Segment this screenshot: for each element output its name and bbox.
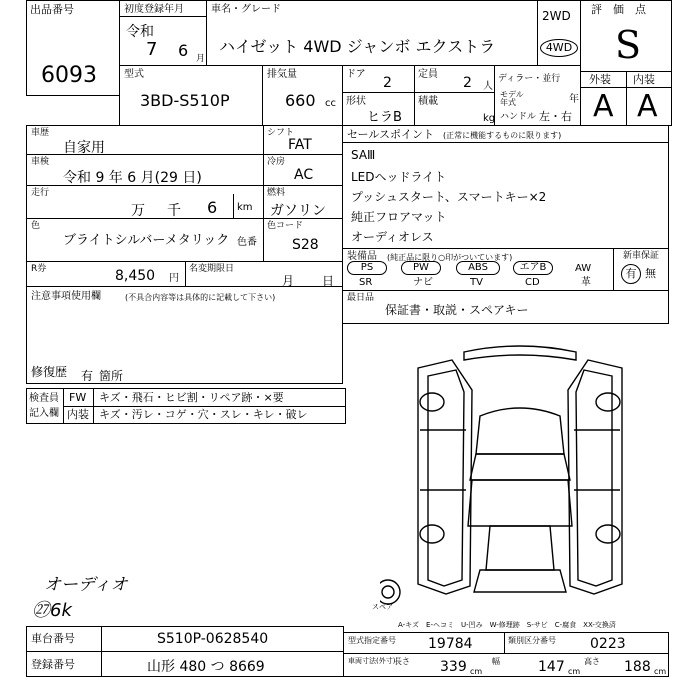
color-label: 色	[31, 221, 41, 231]
cargo-bed	[486, 526, 554, 570]
model-value: 3BD-S510P	[140, 91, 230, 110]
handwritten-line2: ㉗6k	[32, 600, 72, 621]
warranty-yes-circled: 有	[621, 264, 641, 284]
dimensions-cell	[343, 653, 669, 677]
grade-score: S	[615, 23, 642, 67]
warranty-no: 無	[645, 267, 656, 280]
equip-tv: TV	[470, 277, 483, 288]
dealer-label: ディラー・並行	[498, 74, 561, 84]
equip-pw: PW	[401, 261, 441, 275]
length-unit: cm	[470, 667, 483, 676]
mileage-unit: km	[237, 202, 253, 213]
width-unit: cm	[568, 667, 581, 676]
usage-cell	[26, 125, 264, 155]
shift-value: FAT	[288, 137, 312, 153]
mileage-value: 6	[207, 198, 218, 217]
handle-label: ハンドル	[500, 112, 537, 122]
lot-number-value: 6093	[41, 63, 97, 88]
rear-gate	[474, 570, 566, 592]
height-unit: cm	[654, 667, 667, 676]
displacement-cell	[262, 65, 343, 126]
equipment-note: (純正品に限り○印がついています)	[387, 253, 513, 262]
fw-items: キズ・飛石・ヒビ割・リペア跡・×要	[99, 391, 284, 404]
rear-left-wheel	[420, 525, 444, 543]
left-side-inner	[428, 370, 464, 586]
usage-label: 車歴	[31, 128, 50, 138]
mileage-cell	[26, 185, 264, 219]
equipment-cell	[342, 248, 669, 291]
cab-roof	[476, 408, 564, 454]
lot-number-label: 出品番号	[30, 3, 74, 16]
first-registration-year: 7	[146, 39, 158, 60]
deposit-label: 名変期限日	[189, 264, 235, 274]
load-label: 積載	[418, 96, 438, 107]
inspector-label-bottom: 記入欄	[29, 408, 59, 419]
ac-label: 冷房	[267, 157, 286, 167]
mileage-label: 走行	[31, 188, 50, 198]
spare-label: スペア	[372, 603, 393, 611]
hood-front	[468, 480, 572, 526]
recycle-value: 8,450	[115, 268, 156, 284]
body-shape-label: 形状	[346, 96, 366, 107]
windshield	[470, 454, 570, 480]
doors-value: 2	[383, 75, 392, 91]
interior-label: 内装	[633, 73, 655, 86]
ac-cell	[263, 154, 343, 186]
body-shape-cell	[342, 92, 415, 126]
fw-label: FW	[69, 391, 87, 404]
recycle-unit: 円	[169, 273, 179, 284]
inspection-label: 車検	[31, 157, 50, 167]
first-registration-era: 令和	[126, 24, 154, 40]
sales-points-label: セールスポイント	[347, 128, 435, 141]
displacement-label: 排気量	[267, 69, 297, 80]
deposit-cell	[185, 261, 343, 287]
inspector-cell	[26, 388, 346, 424]
chassis-cell	[26, 626, 344, 652]
equip-abs: ABS	[456, 261, 500, 275]
inspection-value: 令和 9 年 6 月(29 日)	[63, 170, 202, 186]
rear-right-wheel	[596, 525, 620, 543]
inspection-cell	[26, 154, 264, 186]
equip-ps: PS	[347, 261, 387, 275]
length-label: 長さ	[394, 657, 410, 666]
grade-label: 評 価 点	[591, 3, 646, 16]
dealer-cell	[494, 65, 581, 126]
type-designation-value: 19784	[428, 636, 473, 652]
capacity-value: 2	[463, 75, 472, 91]
class-number-value: 0223	[590, 636, 626, 652]
car-name-label: 車名・グレード	[211, 4, 281, 15]
recycle-cell	[26, 261, 186, 287]
shift-cell	[263, 125, 343, 155]
attached-value: 保証書・取説・スペアキー	[385, 303, 529, 317]
model-year-unit: 年	[569, 94, 579, 105]
equip-navi: ナビ	[413, 277, 433, 288]
drive-2wd: 2WD	[542, 9, 571, 23]
front-left-wheel	[420, 393, 444, 411]
handwritten-line1: オーディオ	[44, 575, 128, 595]
warranty-label: 新車保証	[623, 251, 660, 261]
plate-label: 登録番号	[31, 658, 75, 671]
shift-label: シフト	[267, 128, 295, 138]
color-code-label: 色コード	[267, 221, 304, 231]
right-side-inner	[576, 370, 612, 586]
height-label: 高さ	[584, 657, 600, 666]
lot-number-cell	[26, 0, 120, 96]
equip-airbag: エアB	[513, 261, 553, 275]
first-registration-label: 初度登録年月	[124, 4, 184, 15]
repair-label: 修復歴	[31, 365, 68, 379]
repair-unit: 箇所	[99, 369, 124, 383]
plate-value: 山形 480 つ 8669	[147, 659, 265, 675]
attached-label: 最日品	[347, 293, 375, 303]
fuel-value: ガソリン	[270, 203, 326, 219]
color-value: ブライトシルバーメタリック	[63, 233, 230, 248]
color-cell	[26, 218, 264, 262]
car-name-value: ハイゼット 4WD ジャンボ エクストラ	[219, 37, 496, 56]
sales-point-1: SAⅢ	[351, 148, 376, 162]
inspector-interior-items: キズ・汚レ・コゲ・穴・スレ・キレ・破レ	[99, 408, 308, 421]
equip-sr: SR	[359, 277, 373, 288]
width-value: 147	[538, 659, 565, 675]
model-year-label: モデル 年式	[500, 90, 524, 107]
model-cell	[119, 65, 263, 126]
roof-top-outline	[464, 346, 576, 360]
deposit-month: 月	[282, 274, 295, 288]
fuel-cell	[263, 185, 343, 219]
displacement-value: 660	[285, 91, 316, 110]
grade-cell	[580, 0, 672, 126]
chassis-label: 車台番号	[31, 632, 75, 645]
color-code-value: S28	[292, 237, 319, 253]
sales-points-cell	[342, 125, 669, 249]
repair-value: 有	[81, 369, 94, 383]
drive-4wd-circled: 4WD	[540, 39, 578, 57]
sales-point-5: オーディオレス	[351, 230, 434, 244]
capacity-cell	[414, 65, 495, 93]
exterior-grade: A	[593, 89, 614, 124]
dimensions-label: 車両寸法(外寸)	[348, 657, 396, 665]
exterior-label: 外装	[589, 73, 611, 86]
length-value: 339	[440, 659, 467, 675]
model-label: 型式	[124, 69, 144, 80]
load-unit: kg	[483, 113, 496, 124]
notes-sub: (不具合内容等は具体的に記載して下さい)	[125, 293, 276, 302]
equip-aw: AW	[575, 263, 592, 274]
height-value: 188	[624, 659, 651, 675]
inspector-label-top: 検査員	[29, 393, 59, 404]
first-registration-cell	[119, 0, 207, 66]
interior-grade: A	[637, 89, 658, 124]
type-designation-label: 型式指定番号	[348, 636, 396, 645]
recycle-label: R券	[31, 264, 47, 274]
mileage-sen: 千	[167, 203, 181, 219]
width-label: 幅	[492, 657, 500, 666]
sales-points-note: (正常に機能するものに限ります)	[443, 131, 562, 140]
equip-cd: CD	[525, 277, 540, 288]
chassis-value: S510P-0628540	[157, 631, 269, 647]
plate-cell	[26, 651, 344, 677]
front-right-wheel	[596, 393, 620, 411]
color-number-label: 色番	[237, 237, 257, 248]
drive-cell	[537, 0, 581, 66]
mileage-man: 万	[131, 203, 145, 219]
sales-point-2: LEDヘッドライト	[351, 170, 447, 184]
doors-cell	[342, 65, 415, 93]
ac-value: AC	[294, 167, 314, 183]
doors-label: ドア	[346, 69, 366, 80]
car-name-cell	[206, 0, 538, 66]
usage-value: 自家用	[63, 140, 105, 156]
class-number-label: 類別区分番号	[508, 636, 556, 645]
type-designation-cell	[343, 632, 669, 654]
capacity-unit: 人	[483, 81, 493, 92]
handle-value: 左・右	[539, 110, 572, 123]
damage-legend: A-キズ E-ヘコミ U-凹み W-修理跡 S-サビ C-腐食 XX-交換済	[398, 621, 616, 629]
car-damage-diagram	[380, 330, 680, 620]
spare-tire-hub	[382, 586, 394, 598]
spare-tire	[380, 580, 400, 604]
attached-cell	[342, 290, 669, 324]
inspector-interior-label: 内装	[67, 408, 89, 421]
fuel-label: 燃料	[267, 188, 286, 198]
load-cell	[414, 92, 495, 126]
displacement-unit: cc	[325, 98, 336, 109]
body-shape-value: ヒラB	[367, 110, 402, 125]
deposit-day: 日	[322, 274, 335, 288]
equip-leather: 革	[581, 277, 591, 288]
color-code-cell	[263, 218, 343, 262]
notes-cell	[26, 286, 343, 384]
sales-point-3: プッシュスタート、スマートキー×2	[351, 190, 547, 204]
notes-label: 注意事項使用欄	[31, 291, 101, 302]
capacity-label: 定員	[418, 69, 438, 80]
first-registration-month-unit: 月	[196, 54, 206, 64]
sales-point-4: 純正フロアマット	[351, 210, 447, 224]
equipment-label: 装備品	[347, 251, 377, 262]
first-registration-month: 6	[178, 41, 189, 60]
